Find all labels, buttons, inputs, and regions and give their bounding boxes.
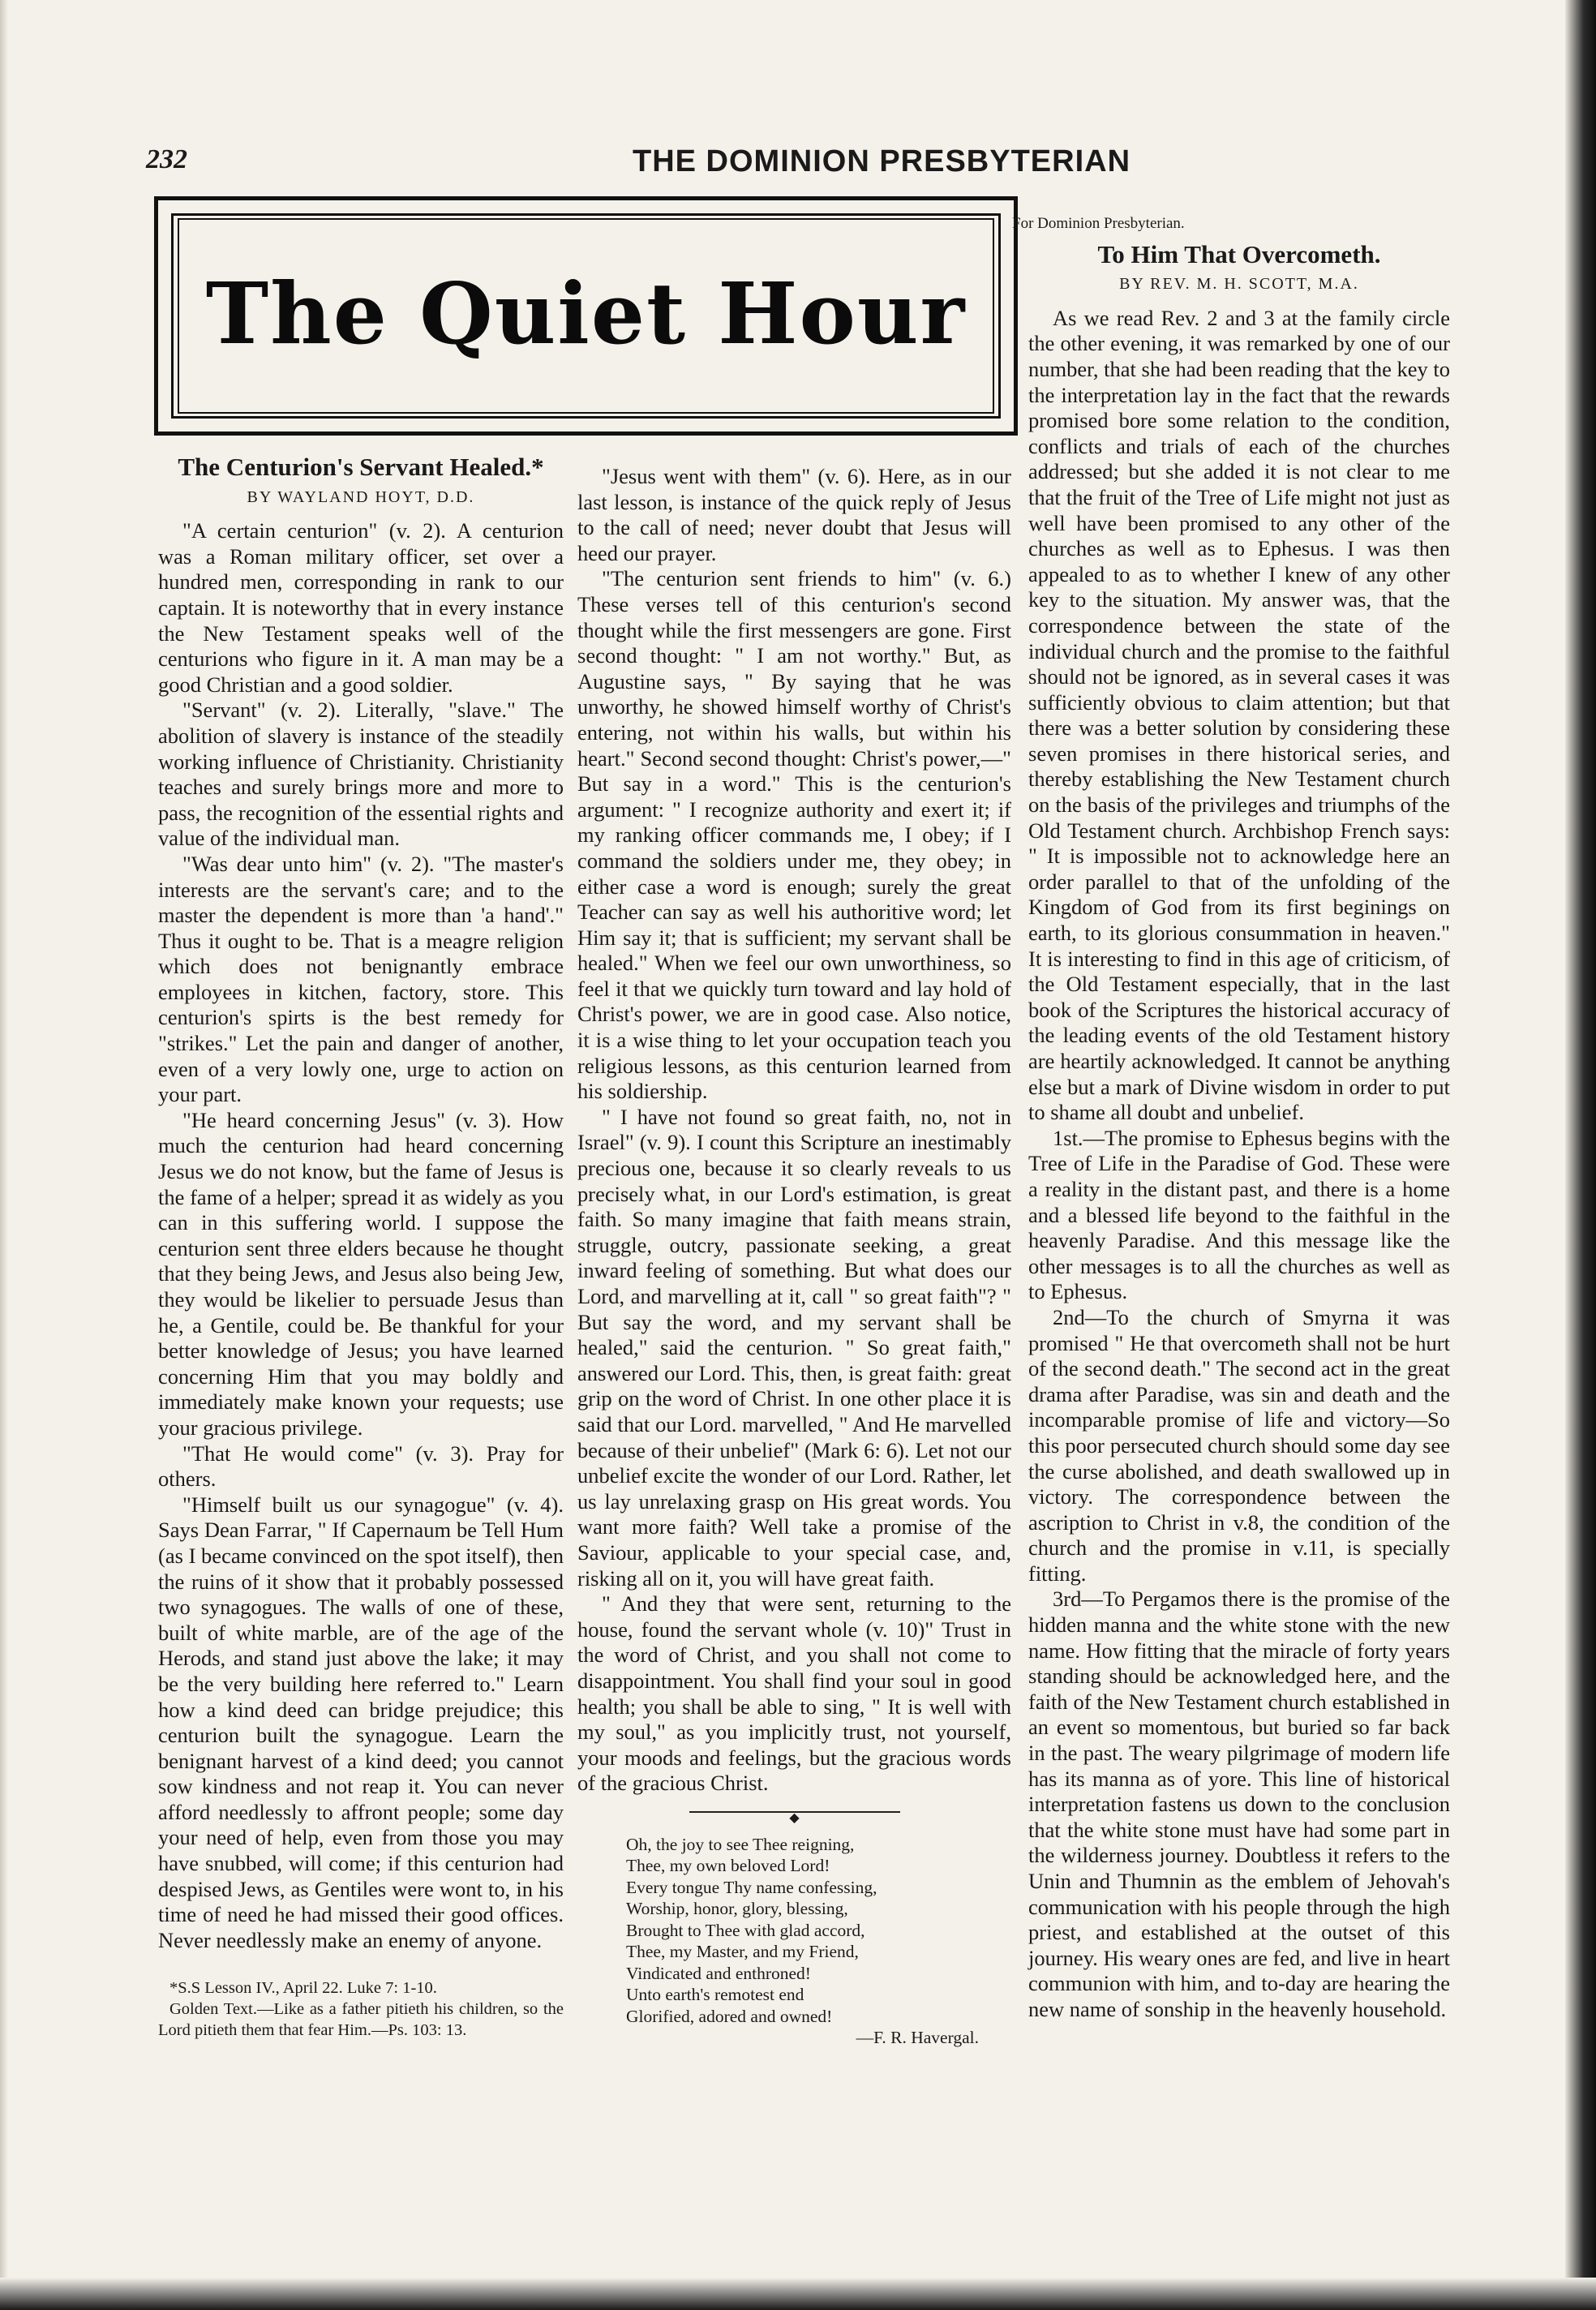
poem-line: Every tongue Thy name confessing, [626,1877,877,1897]
paragraph: 3rd—To Pergamos there is the promise of the hidden manna and the white stone with the new name. How fitting that the miracle of forty years standing should be acknowledged here, and the faith of the New Testament church established in an event so momentous, but buried so far back in the past. The weary pilgrimage of modern life has its manna as of yore. This line of historical interpretation fastens us down to the conclusion that the white stone must have had some part in the wilderness journey. Doubtless it refers to the Unin and Thumnin as the emblem of Jehovah's communication with his people through the high priest, and established at the outset of this journey. His weary ones are fed, and live in heart communion with him, and to-day are hearing the new name of sonship in the heavenly household. [1028,1587,1450,2021]
article-byline: BY REV. M. H. SCOTT, M.A. [1119,275,1359,294]
column-1 [158,454,564,2041]
article-source: For Dominion Presbyterian. [1012,215,1185,232]
paragraph: "The centurion sent friends to him" (v. 6.) These verses tell of this centurion's second thought while the first messengers are gone. First second thought: " I am not worthy." But, as Augustine says, " By saying that he was unworthy, he showed himself worthy of Christ's entering, not within his walls, but within his heart." Second second thought: Christ's power,—" But say in a word." This is the centurion's argument: " I recognize authority and exert it; if my ranking officer commands me, I obey; if I command the soldiers under me, they obey; in either case a word is enough; surely the great Teacher can say as well his authoritive word; let Him say it; that is sufficient; my servant shall be healed." When we feel our own unworthiness, so feel it that we quickly turn toward and lay hold of Christ's power, we are in good case. Also notice, it is a wise thing to let your occupation teach you religious lessons, as this centurion learned from his soldiership. [577,566,1011,1104]
paragraph: 2nd—To the church of Smyrna it was promised " He that overcometh shall not be hurt of the second death." The second act in the great drama after Paradise, was sin and death and the incomparable promise of life and victory—So this poor persecuted church should some day see the curse abolished, and death swallowed up in victory. The correspondence between the ascription to Christ in v.8, the condition of the church and the promise in v.11, is specially fitting. [1028,1304,1450,1586]
masthead-title: The Quiet Hour [205,264,967,363]
footnote-lesson: *S.S Lesson IV., April 22. Luke 7: 1-10. [169,1979,437,1998]
paragraph: "Himself built us our synagogue" (v. 4). Says Dean Farrar, " If Capernaum be Tell Hum (as I became convinced on the spot itself), then the ruins of it show that it probably possessed two synagogues. The walls of one of these, built of white marble, are of the age of the Herods, and stand just above the lake; it may be the very building here referred to." Learn how a kind deed can bridge prejudice; this centurion built the synagogue. Learn the benignant harvest of a kind deed; you cannot sow kindness and not reap it. You can never afford needlessly to affront people; some day your need of help, even from those you may have snubbed, will come; if this centurion had despised Jews, as Gentiles were wont to, in his time of need he had missed their good offices. Never needlessly make an enemy of anyone. [158,1492,564,1952]
paragraph: As we read Rev. 2 and 3 at the family circle the other evening, it was remarked by one of our number, that she had been reading that the key to the interpretation lay in the fact that the rewards promised bore some relation to the condition, conflicts and trials of each of the churches addressed; but she added it is not clear to me that the fruit of the Tree of Life might not just as well have been promised to any other of the churches as well as to Ephesus. I was then appealed to as to whether I knew of any other key to the situation. My answer was, that the correspondence between the state of the individual church and the promise to the faithful should not be ignored, as in several cases it was sufficiently obvious to claim attention; but that there was a better solution by considering these seven promises in there historical series, and thereby establishing the New Testament church on the basis of the privileges and triumphs of the Old Testament church. Archbishop French says: " It is impossible not to acknowledge here an order parallel to that of the unfolding of the Kingdom of God from its first beginings on earth, to its glorious consummation in heaven." It is interesting to find in this age of criticism, of the Old Testament especially, that in the last book of the Scriptures the historical accuracy of the leading events of the old Testament history are heartily acknowledged. It cannot be anything else but a mark of Divine wisdom in order to put to shame all doubt and unbelief. [1028,305,1450,1125]
page-edge-left [0,0,8,2310]
poem-line: Brought to Thee with glad accord, [626,1920,865,1940]
article-byline: BY WAYLAND HOYT, D.D. [247,487,475,506]
article-title: To Him That Overcometh. [1097,239,1381,268]
running-title: THE DOMINION PRESBYTERIAN [633,144,1131,178]
poem-line: Vindicated and enthroned! [626,1963,811,1983]
paragraph: "Servant" (v. 2). Literally, "slave." The abolition of slavery is instance of the steadily working influence of Christianity. Christianity teaches and surely brings more and more to pass, the recognition of the essential rights and value of the individual man. [158,698,564,851]
poem-line: Thee, my Master, and my Friend, [626,1942,859,1962]
divider-ornament-icon: ◆ [789,1810,800,1825]
page-edge-right [1565,0,1596,2310]
poem-line: Glorified, adored and owned! [626,2006,833,2026]
paragraph: 1st.—The promise to Ephesus begins with the Tree of Life in the Paradise of God. These were a reality in the distant past, and there is a home and a blessed life beyond to the faithful in the heavenly Paradise. And this message like the other messages is to all the churches as well as to Ephesus. [1028,1125,1450,1304]
section-divider [689,1810,900,1825]
paragraph: " And they that were sent, returning to the house, found the servant whole (v. 10)" Trust in the word of Christ, and you shall not come to disappointment. You shall find your soul in good health; you shall be able to sing, " It is well with my soul," as you implicitly trust, not yourself, your moods and feelings, but the gracious words of the gracious Christ. [577,1591,1011,1796]
poem-line: Oh, the joy to see Thee reigning, [626,1834,855,1854]
footnote-golden-text: Golden Text.—Like as a father pitieth his children, so the Lord pitieth them that fear Him.—Ps. 103: 13. [158,2000,564,2040]
page-edge-bottom [0,2278,1596,2310]
poem [626,1834,1011,2049]
paragraph: "Jesus went with them" (v. 6). Here, as in our last lesson, is instance of the quick reply of Jesus to the call of need; never doubt that Jesus will heed our prayer. [577,464,1011,565]
poem-line: Unto earth's remotest end [626,1985,804,2005]
poem-line: Thee, my own beloved Lord! [626,1856,830,1876]
masthead-box [154,196,1018,436]
poem-attribution: —F. R. Havergal. [856,2028,979,2048]
paragraph: "He heard concerning Jesus" (v. 3). How much the centurion had heard concerning Jesus we do not know, but the fame of Jesus is the fame of a helper; spread it as widely as you can in this suffering world. I suppose the centurion sent three elders because he thought that they being Jews, and Jesus also being Jew, they would be likelier to persuade Jesus than he, a Gentile, could be. Be thankful for your better knowledge of Jesus; you have learned concerning Him that you may boldly and immediately make known your requests; use your gracious privilege. [158,1107,564,1440]
article-title: The Centurion's Servant Healed.* [178,453,544,481]
column-2 [577,464,1011,2049]
poem-line: Worship, honor, glory, blessing, [626,1899,848,1919]
paragraph: "That He would come" (v. 3). Pray for others. [158,1441,564,1492]
paragraph: " I have not found so great faith, no, not in Israel" (v. 9). I count this Scripture an inestimably precious one, because it so clearly reveals to us precisely what, in our Lord's estimation, is great faith. So many imagine that faith means strain, struggle, outcry, passionate seeking, a great inward feeling of something. But what does our Lord, and marvelling at it, call " so great faith"? " But say the word, and my servant shall be healed," said the centurion. " So great faith," answered our Lord. This, then, is great faith: great grip on the word of Christ. In one other place it is said that our Lord. marvelled, " And He marvelled because of their unbelief" (Mark 6: 6). Let not our unbelief excite the wonder of our Lord. Rather, let us lay unrelaxing grasp on His great words. You want more faith? Well take a promise of the Saviour, applicable to your special case, and, risking all on it, you will have great faith. [577,1104,1011,1591]
paragraph: "Was dear unto him" (v. 2). "The master's interests are the servant's care; and to the master the dependent is more than 'a hand'." Thus it ought to be. That is a meagre religion which does not benignantly embrace employees in kitchen, factory, store. This centurion's spirts is the best remedy for "strikes." Let the pain and danger of another, even of a very lowly one, urge to action on your part. [158,851,564,1107]
column-3 [1012,211,1450,2023]
footnote [158,1977,564,2041]
page-header [146,144,1590,185]
page-number: 232 [146,144,187,174]
paragraph: "A certain centurion" (v. 2). A centurion was a Roman military officer, set over a hundred men, corresponding in rank to our captain. It is noteworthy that in every instance the New Testament speaks well of the centurions who figure in it. A man may be a good Christian and a good soldier. [158,518,564,697]
